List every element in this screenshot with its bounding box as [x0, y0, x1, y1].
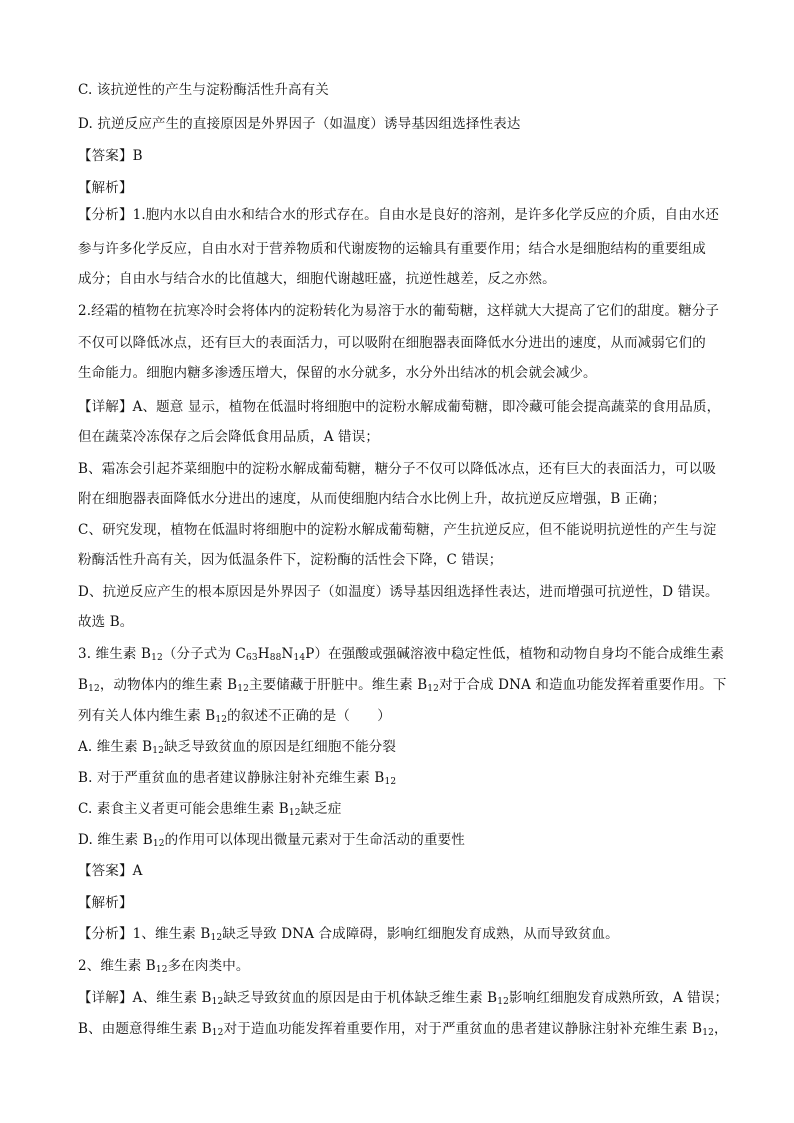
- answer-label: 【答案】A: [78, 863, 143, 879]
- option-c: C. 该抗逆性的产生与淀粉酶活性升高有关: [78, 82, 329, 98]
- detail-text: 但在蔬菜冷冻保存之后会降低食用品质，A 错误；: [78, 429, 379, 445]
- analysis-heading: 【解析】: [78, 895, 133, 911]
- detail-text: 附在细胞器表面降低水分进出的速度，从而使细胞内结合水比例上升，故抗逆反应增强，B 正确；: [78, 491, 666, 507]
- question-3-stem: $B_{12}$，动物体内的维生素 $B_{12}$主要储藏于肝脏中。维生素 $B_{12}$对于合成 DNA 和造血功能发挥着重要作用。下: [78, 677, 727, 694]
- detail-text: C、研究发现，植物在低温时将细胞中的淀粉水解成葡萄糖，产生抗逆反应，但不能说明抗逆性的产生与淀: [78, 522, 717, 538]
- analysis-text: 2、维生素 $B_{12}$多在肉类中。: [78, 958, 250, 975]
- detail-text: 粉酶活性升高有关，因为低温条件下，淀粉酶的活性会下降，C 错误；: [78, 552, 503, 568]
- analysis-text: 生命能力。细胞内糖多渗透压增大，保留的水分就多，水分外出结冰的机会就会减少。: [78, 365, 597, 381]
- option-a: A. 维生素 $B_{12}$缺乏导致贫血的原因是红细胞不能分裂: [78, 739, 397, 756]
- option-d: D. 维生素 $B_{12}$的作用可以体现出微量元素对于生命活动的重要性: [78, 832, 465, 849]
- detail-text: B、霜冻会引起芥菜细胞中的淀粉水解成葡萄糖，糖分子不仅可以降低冰点，还有巨大的表面活力，可以吸: [78, 461, 716, 477]
- analysis-heading: 【解析】: [78, 180, 133, 196]
- analysis-text: 参与许多化学反应，自由水对于营养物质和代谢废物的运输具有重要作用；结合水是细胞结构的重要组成: [78, 241, 706, 257]
- detail-text: D、抗逆反应产生的根本原因是外界因子（如温度）诱导基因组选择性表达，进而增强可抗逆性，D 错误。: [78, 584, 719, 600]
- detail-text: B、由题意得维生素 $B_{12}$对于造血功能发挥着重要作用，对于严重贫血的患者建议静脉注射补充维生素 $B_{12}$，: [78, 1021, 728, 1038]
- question-3-stem: 3. 维生素 $B_{12}$（分子式为 $C_{63}H_{88}N_{14}P$）在强酸或强碱溶液中稳定性低，植物和动物自身均不能合成维生素: [78, 646, 724, 663]
- question-3-stem: 列有关人体内维生素 $B_{12}$的叙述不正确的是（ ）: [78, 708, 391, 725]
- detail-text: 【详解】A、题意 显示，植物在低温时将细胞中的淀粉水解成葡萄糖，即冷藏可能会提高蔬菜的食用品质，: [78, 399, 721, 415]
- conclusion-text: 故选 B。: [78, 614, 134, 630]
- detail-text: 【详解】A、维生素 $B_{12}$缺乏导致贫血的原因是由于机体缺乏维生素 $B_{12}$影响红细胞发育成熟所致，A 错误；: [78, 990, 729, 1007]
- analysis-text: 成分；自由水与结合水的比值越大，细胞代谢越旺盛，抗逆性越差，反之亦然。: [78, 271, 556, 287]
- analysis-text: 【分析】1.胞内水以自由水和结合水的形式存在。自由水是良好的溶剂，是许多化学反应的介质，自由水还: [78, 207, 720, 223]
- answer-label: 【答案】B: [78, 148, 143, 164]
- analysis-text: 【分析】1、维生素 $B_{12}$缺乏导致 DNA 合成障碍，影响红细胞发育成熟，从而导致贫血。: [78, 926, 619, 943]
- analysis-text: 2.经霜的植物在抗寒冷时会将体内的淀粉转化为易溶于水的葡萄糖，这样就大大提高了它们的甜度。糖分子: [78, 303, 720, 319]
- option-c: C. 素食主义者更可能会患维生素 $B_{12}$缺乏症: [78, 801, 342, 818]
- option-d: D. 抗逆反应产生的直接原因是外界因子（如温度）诱导基因组选择性表达: [78, 116, 521, 132]
- analysis-text: 不仅可以降低冰点，还有巨大的表面活力，可以吸附在细胞器表面降低水分进出的速度，从而减弱它们的: [78, 335, 706, 351]
- option-b: B. 对于严重贫血的患者建议静脉注射补充维生素 $B_{12}$: [78, 770, 397, 787]
